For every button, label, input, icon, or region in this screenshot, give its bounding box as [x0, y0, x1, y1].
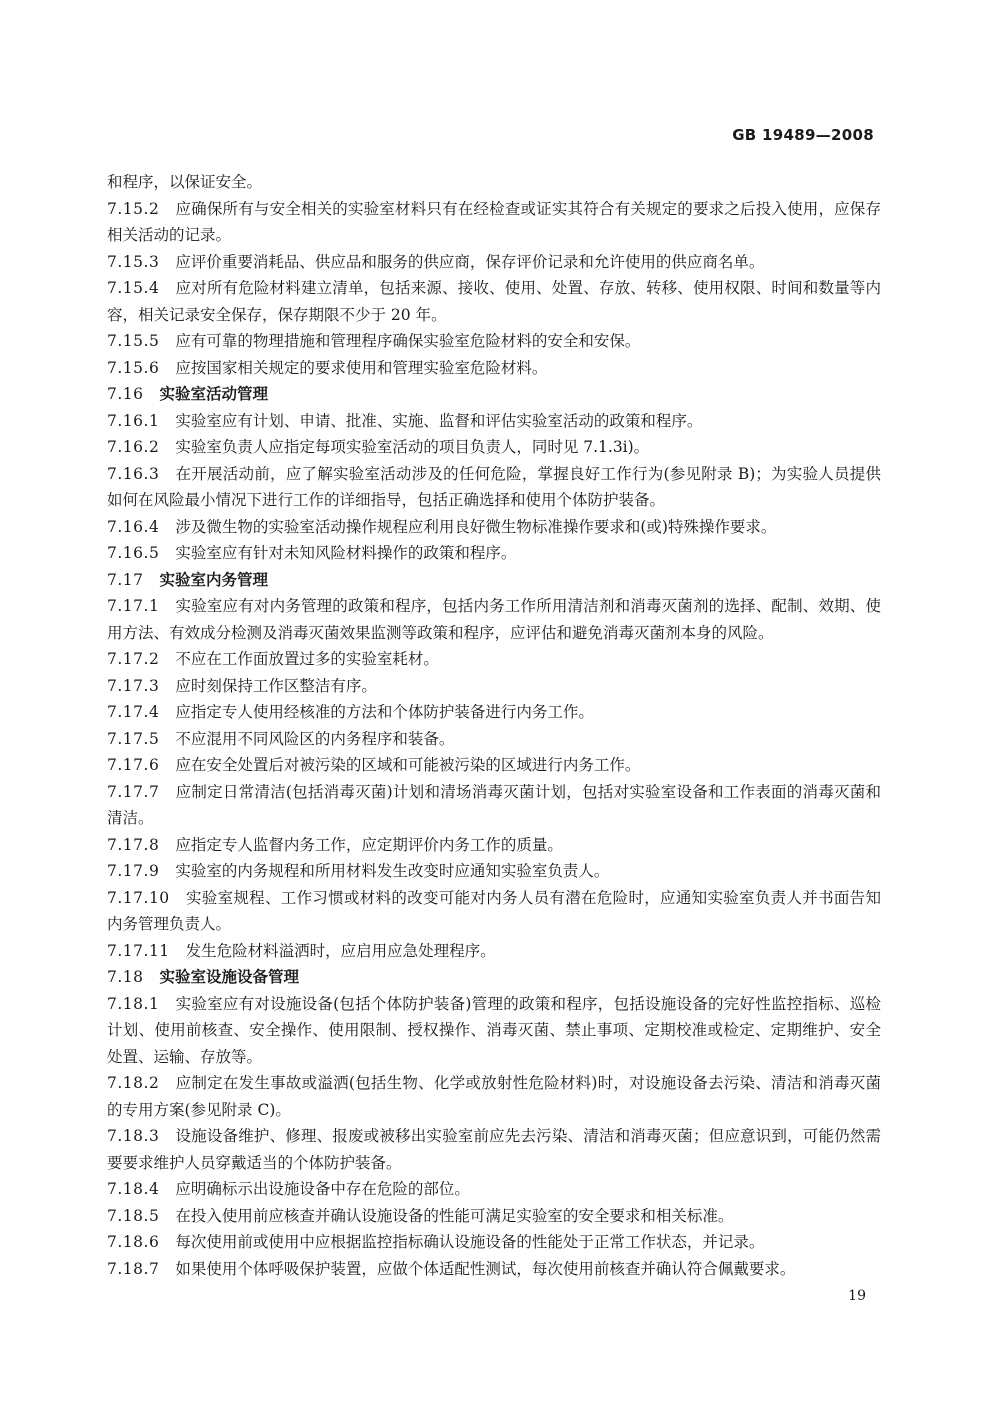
clause-number: 7.16.5 [107, 544, 160, 562]
clause-text: 不应在工作面放置过多的实验室耗材。 [175, 650, 439, 668]
clause-text: 应明确标示出设施设备中存在危险的部位。 [175, 1180, 470, 1198]
clause-text: 应时刻保持工作区整洁有序。 [175, 676, 377, 695]
clause-text: 应按国家相关规定的要求使用和管理实验室危险材料。 [175, 358, 548, 377]
clause-text: 应对所有危险材料建立清单，包括来源、接收、使用、处置、存放、转移、使用权限、时间和数量等内容，相关记录安全保存，保存期限不少于 20 年。 [107, 279, 881, 324]
clause-number: 7.18.4 [107, 1180, 160, 1198]
clause-text: 实验室应有对设施设备(包括个体防护装备)管理的政策和程序，包括设施设备的完好性监控指标、巡检计划、使用前核查、安全操作、使用限制、授权操作、消毒灭菌、禁止事项、定期校准或检定、定期维护、安全处置、运输、存放等。 [107, 994, 881, 1066]
clause-text: 应确保所有与安全相关的实验室材料只有在经检查或证实其符合有关规定的要求之后投入使用，应保存相关活动的记录。 [107, 199, 881, 244]
clause-paragraph [107, 646, 881, 673]
clause-text: 实验室应有计划、申请、批准、实施、监督和评估实验室活动的政策和程序。 [175, 411, 703, 430]
clause-number: 7.16.2 [107, 438, 160, 456]
clause-paragraph [107, 514, 881, 541]
clause-number: 7.17.10 [107, 888, 170, 907]
clause-paragraph [107, 593, 881, 646]
clause-paragraph [107, 1123, 881, 1176]
clause-text: 在开展活动前，应了解实验室活动涉及的任何危险，掌握良好工作行为(参见附录 B)；为实验人员提供如何在风险最小情况下进行工作的详细指导，包括正确选择和使用个体防护装备。 [107, 464, 881, 509]
clause-text: 发生危险材料溢洒时，应启用应急处理程序。 [185, 941, 496, 960]
clause-paragraph [107, 832, 881, 859]
clause-paragraph [107, 885, 881, 938]
clause-paragraph [107, 540, 881, 567]
clause-paragraph [107, 1203, 881, 1230]
clause-paragraph [107, 328, 881, 355]
clause-text: 应制定在发生事故或溢洒(包括生物、化学或放射性危险材料)时，对设施设备去污染、清洁和消毒灭菌的专用方案(参见附录 C)。 [107, 1074, 881, 1119]
clause-text: 应评价重要消耗品、供应品和服务的供应商，保存评价记录和允许使用的供应商名单。 [175, 252, 765, 271]
clause-text: 应指定专人监督内务工作，应定期评价内务工作的质量。 [175, 835, 563, 854]
clause-text: 实验室应有针对未知风险材料操作的政策和程序。 [175, 544, 517, 562]
clause-paragraph [107, 408, 881, 435]
clause-number: 7.17.9 [107, 862, 160, 880]
section-heading [107, 381, 881, 408]
clause-paragraph [107, 752, 881, 779]
clause-number: 7.17.2 [107, 650, 160, 668]
clause-text: 应指定专人使用经核准的方法和个体防护装备进行内务工作。 [175, 703, 594, 721]
clause-number: 7.15.6 [107, 358, 160, 377]
clause-paragraph [107, 779, 881, 832]
clause-text: 实验室负责人应指定每项实验室活动的项目负责人，同时见 7.1.3i)。 [175, 438, 650, 456]
clause-paragraph [107, 249, 881, 276]
clause-paragraph [107, 434, 881, 461]
clause-number: 7.18.7 [107, 1259, 160, 1278]
page-number: 19 [848, 1288, 866, 1304]
clause-paragraph [107, 699, 881, 726]
clause-number: 7.17.5 [107, 729, 160, 748]
clause-number: 7.15.4 [107, 279, 160, 297]
clause-number: 7.16.3 [107, 464, 160, 483]
clause-number: 7.18.1 [107, 994, 160, 1013]
clause-number: 7.18.6 [107, 1233, 160, 1251]
clause-paragraph [107, 1070, 881, 1123]
clause-paragraph [107, 1256, 881, 1283]
clause-text: 和程序，以保证安全。 [107, 173, 263, 191]
clause-number: 7.17.4 [107, 703, 160, 721]
clause-text: 实验室活动管理 [159, 385, 269, 403]
clause-text: 实验室规程、工作习惯或材料的改变可能对内务人员有潜在危险时，应通知实验室负责人并书面告知内务管理负责人。 [107, 888, 881, 933]
clause-number: 7.16.1 [107, 411, 160, 430]
clause-number: 7.18.2 [107, 1074, 160, 1092]
clause-paragraph [107, 196, 881, 249]
clause-text: 涉及微生物的实验室活动操作规程应利用良好微生物标准操作要求和(或)特殊操作要求。 [175, 517, 777, 536]
clause-text: 实验室设施设备管理 [159, 968, 300, 986]
clause-number: 7.16 [107, 385, 144, 403]
body-text [107, 169, 881, 1282]
clause-number: 7.18.5 [107, 1206, 160, 1225]
clause-number: 7.17.6 [107, 756, 160, 774]
clause-number: 7.16.4 [107, 517, 160, 536]
clause-number: 7.15.5 [107, 332, 160, 350]
clause-text: 不应混用不同风险区的内务程序和装备。 [175, 729, 455, 748]
clause-paragraph [107, 991, 881, 1071]
clause-text: 在投入使用前应核查并确认设施设备的性能可满足实验室的安全要求和相关标准。 [175, 1206, 734, 1225]
clause-paragraph [107, 169, 881, 196]
clause-number: 7.17.8 [107, 835, 160, 854]
clause-paragraph [107, 461, 881, 514]
section-heading [107, 567, 881, 594]
clause-text: 实验室应有对内务管理的政策和程序，包括内务工作所用清洁剂和消毒灭菌剂的选择、配制、效期、使用方法、有效成分检测及消毒灭菌效果监测等政策和程序，应评估和避免消毒灭菌剂本身的风险。 [107, 597, 881, 642]
clause-text: 每次使用前或使用中应根据监控指标确认设施设备的性能处于正常工作状态，并记录。 [175, 1233, 765, 1251]
clause-paragraph [107, 1176, 881, 1203]
clause-number: 7.15.3 [107, 252, 160, 271]
clause-number: 7.15.2 [107, 199, 160, 218]
clause-paragraph [107, 858, 881, 885]
clause-paragraph [107, 355, 881, 382]
clause-number: 7.17.11 [107, 941, 170, 960]
clause-text: 应在安全处置后对被污染的区域和可能被污染的区域进行内务工作。 [175, 756, 641, 774]
clause-text: 如果使用个体呼吸保护装置，应做个体适配性测试，每次使用前核查并确认符合佩戴要求。 [175, 1259, 796, 1278]
clause-paragraph [107, 673, 881, 700]
clause-number: 7.17 [107, 570, 144, 589]
standard-code: GB 19489—2008 [732, 126, 874, 144]
clause-text: 应制定日常清洁(包括消毒灭菌)计划和清场消毒灭菌计划，包括对实验室设备和工作表面的消毒灭菌和清洁。 [107, 782, 881, 827]
clause-paragraph [107, 275, 881, 328]
clause-number: 7.17.3 [107, 676, 160, 695]
clause-text: 应有可靠的物理措施和管理程序确保实验室危险材料的安全和安保。 [175, 332, 641, 350]
clause-text: 设施设备维护、修理、报废或被移出实验室前应先去污染、清洁和消毒灭菌；但应意识到，可能仍然需要要求维护人员穿戴适当的个体防护装备。 [107, 1127, 881, 1172]
clause-number: 7.18 [107, 968, 144, 986]
clause-paragraph [107, 1229, 881, 1256]
clause-number: 7.17.1 [107, 597, 160, 615]
section-heading [107, 964, 881, 991]
clause-paragraph [107, 726, 881, 753]
clause-text: 实验室的内务规程和所用材料发生改变时应通知实验室负责人。 [175, 862, 610, 880]
clause-text: 实验室内务管理 [159, 570, 269, 589]
clause-number: 7.18.3 [107, 1127, 160, 1145]
clause-paragraph [107, 938, 881, 965]
clause-number: 7.17.7 [107, 782, 160, 801]
